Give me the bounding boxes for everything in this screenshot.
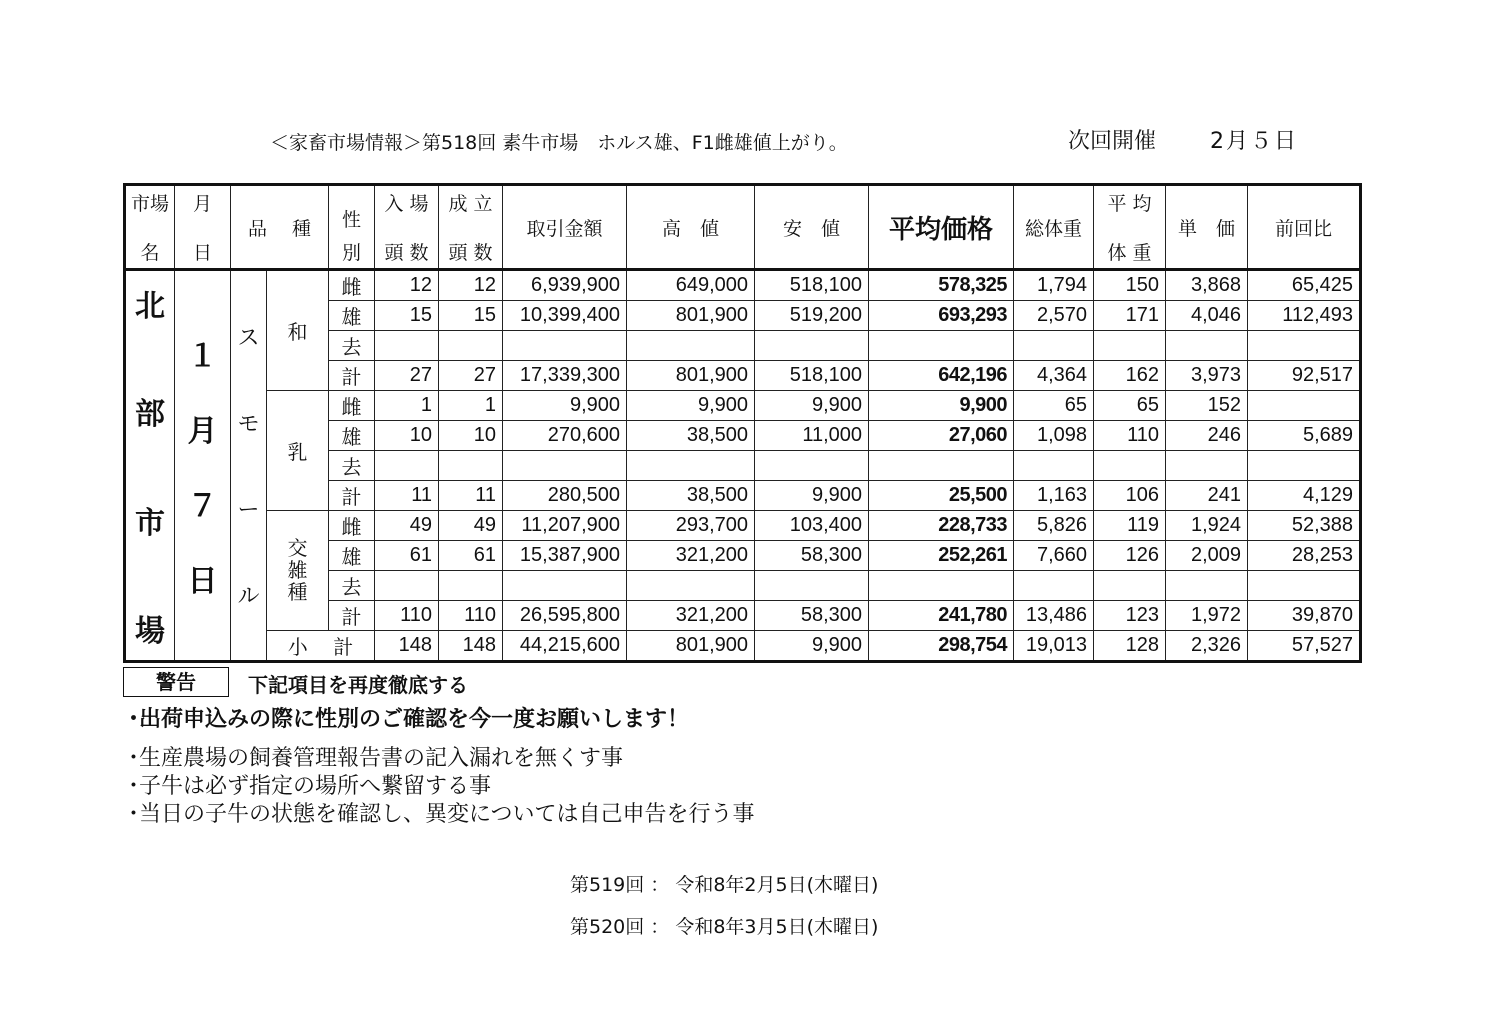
avg-price-cell: 578,325 (869, 270, 1014, 301)
low-price-cell: 9,900 (755, 631, 869, 662)
vertical-char: モ (237, 410, 260, 436)
sex-cell: 雄 (329, 301, 375, 331)
low-price-cell: 58,300 (755, 541, 869, 571)
category-cell (231, 270, 267, 662)
avg-price-cell: 25,500 (869, 481, 1014, 511)
avg-weight-cell: 106 (1094, 481, 1166, 511)
low-price-cell (755, 331, 869, 361)
header-date: 月 日 (175, 185, 231, 270)
market-results-table (123, 183, 1362, 663)
page-title: ＜家畜市場情報＞第518回 素牛市場 ホルス雄、F1雌雄値上がり。 (270, 132, 848, 154)
avg-price-cell: 693,293 (869, 301, 1014, 331)
high-price-cell: 321,200 (627, 541, 755, 571)
entry-count-cell: 1 (375, 391, 439, 421)
vertical-char: 日 (187, 565, 218, 598)
date-cell (175, 270, 231, 662)
avg-price-cell: 27,060 (869, 421, 1014, 451)
vertical-char: ス (237, 324, 260, 350)
avg-price-cell (869, 331, 1014, 361)
unit-price-cell: 1,972 (1166, 601, 1248, 631)
high-price-cell: 801,900 (627, 361, 755, 391)
high-price-cell (627, 571, 755, 601)
prev-diff-cell: 57,527 (1248, 631, 1361, 662)
unit-price-cell: 1,924 (1166, 511, 1248, 541)
entry-count-cell: 27 (375, 361, 439, 391)
table-body (125, 270, 1361, 662)
high-price-cell (627, 331, 755, 361)
total-weight-cell: 1,794 (1014, 270, 1094, 301)
entry-count-cell: 12 (375, 270, 439, 301)
entry-count-cell (375, 571, 439, 601)
trade-amount-cell: 17,339,300 (503, 361, 627, 391)
vertical-char: ル (237, 583, 260, 609)
vertical-char: 月 (187, 415, 218, 448)
header-entry: 入 場 頭 数 (375, 185, 439, 270)
trade-amount-cell: 6,939,900 (503, 270, 627, 301)
avg-price-cell: 241,780 (869, 601, 1014, 631)
trade-amount-cell (503, 571, 627, 601)
unit-price-cell: 246 (1166, 421, 1248, 451)
high-price-cell: 293,700 (627, 511, 755, 541)
total-weight-cell: 19,013 (1014, 631, 1094, 662)
header-amount: 取引金額 (503, 185, 627, 270)
low-price-cell: 103,400 (755, 511, 869, 541)
high-price-cell: 9,900 (627, 391, 755, 421)
unit-price-cell: 4,046 (1166, 301, 1248, 331)
trade-amount-cell: 26,595,800 (503, 601, 627, 631)
prev-diff-cell (1248, 331, 1361, 361)
prev-diff-cell: 28,253 (1248, 541, 1361, 571)
vertical-char: 交 (287, 537, 308, 560)
prev-diff-cell: 65,425 (1248, 270, 1361, 301)
header-avg-price: 平均価格 (869, 185, 1014, 270)
table-row (125, 270, 1361, 301)
avg-price-cell (869, 451, 1014, 481)
schedule-item: 第520回 ： 令和8年3月5日(木曜日) (570, 916, 879, 938)
entry-count-cell: 11 (375, 481, 439, 511)
table-row (125, 391, 1361, 421)
vertical-char: ７ (187, 490, 218, 523)
avg-weight-cell: 65 (1094, 391, 1166, 421)
sold-count-cell: 15 (439, 301, 503, 331)
avg-price-cell: 252,261 (869, 541, 1014, 571)
header-breed: 品 種 (231, 185, 329, 270)
sold-count-cell: 110 (439, 601, 503, 631)
breed-label: 和 (287, 322, 308, 344)
avg-weight-cell (1094, 571, 1166, 601)
avg-price-cell: 228,733 (869, 511, 1014, 541)
sold-count-cell: 10 (439, 421, 503, 451)
avg-weight-cell: 162 (1094, 361, 1166, 391)
avg-weight-cell (1094, 451, 1166, 481)
notice-item: ･当日の子牛の状態を確認し、異変については自己申告を行う事 (128, 802, 755, 827)
breed-cell (267, 511, 329, 631)
vertical-char: 雑 (287, 559, 308, 582)
trade-amount-cell: 15,387,900 (503, 541, 627, 571)
trade-amount-cell (503, 451, 627, 481)
sex-cell: 雌 (329, 511, 375, 541)
table-row (125, 511, 1361, 541)
vertical-char: １ (187, 340, 218, 373)
trade-amount-cell: 280,500 (503, 481, 627, 511)
total-weight-cell (1014, 571, 1094, 601)
prev-diff-cell: 4,129 (1248, 481, 1361, 511)
trade-amount-cell: 9,900 (503, 391, 627, 421)
prev-diff-cell (1248, 451, 1361, 481)
low-price-cell: 518,100 (755, 270, 869, 301)
sold-count-cell: 11 (439, 481, 503, 511)
breed-cell (267, 270, 329, 391)
avg-price-cell (869, 571, 1014, 601)
unit-price-cell: 3,868 (1166, 270, 1248, 301)
total-weight-cell: 65 (1014, 391, 1094, 421)
trade-amount-cell: 270,600 (503, 421, 627, 451)
total-weight-cell: 1,163 (1014, 481, 1094, 511)
trade-amount-cell: 10,399,400 (503, 301, 627, 331)
header-market: 市場 名 (125, 185, 175, 270)
avg-price-cell: 298,754 (869, 631, 1014, 662)
vertical-char: 市 (135, 506, 165, 540)
header-total-weight: 総体重 (1014, 185, 1094, 270)
total-weight-cell: 2,570 (1014, 301, 1094, 331)
sex-cell: 計 (329, 481, 375, 511)
entry-count-cell: 15 (375, 301, 439, 331)
entry-count-cell: 148 (375, 631, 439, 662)
sold-count-cell (439, 571, 503, 601)
prev-diff-cell: 39,870 (1248, 601, 1361, 631)
subtotal-label: 小 計 (267, 631, 375, 662)
entry-count-cell: 110 (375, 601, 439, 631)
trade-amount-cell: 44,215,600 (503, 631, 627, 662)
avg-weight-cell: 110 (1094, 421, 1166, 451)
unit-price-cell: 3,973 (1166, 361, 1248, 391)
high-price-cell: 801,900 (627, 301, 755, 331)
sex-cell: 計 (329, 361, 375, 391)
vertical-char: 部 (135, 398, 165, 432)
avg-weight-cell (1094, 331, 1166, 361)
header-row (125, 185, 1361, 270)
unit-price-cell: 152 (1166, 391, 1248, 421)
unit-price-cell: 241 (1166, 481, 1248, 511)
trade-amount-cell (503, 331, 627, 361)
low-price-cell: 9,900 (755, 391, 869, 421)
vertical-char: 場 (135, 615, 165, 649)
sex-cell: 雌 (329, 270, 375, 301)
breed-label: 乳 (287, 442, 308, 464)
notice-item: ･出荷申込みの際に性別のご確認を今一度お願いします！ (128, 707, 690, 732)
sold-count-cell: 148 (439, 631, 503, 662)
high-price-cell: 801,900 (627, 631, 755, 662)
entry-count-cell (375, 331, 439, 361)
header-high: 高 値 (627, 185, 755, 270)
unit-price-cell: 2,009 (1166, 541, 1248, 571)
low-price-cell: 9,900 (755, 481, 869, 511)
high-price-cell (627, 451, 755, 481)
avg-weight-cell: 128 (1094, 631, 1166, 662)
sex-cell: 雄 (329, 421, 375, 451)
sold-count-cell: 27 (439, 361, 503, 391)
header-prev: 前回比 (1248, 185, 1361, 270)
schedule-item: 第519回 ： 令和8年2月5日(木曜日) (570, 874, 879, 896)
vertical-char: 種 (287, 581, 308, 604)
avg-weight-cell: 126 (1094, 541, 1166, 571)
warning-badge: 警告 (123, 667, 229, 697)
sex-cell: 計 (329, 601, 375, 631)
market-name-cell (125, 270, 175, 662)
high-price-cell: 38,500 (627, 421, 755, 451)
next-session-date: 2月５日 (1210, 129, 1298, 154)
next-session-label: 次回開催 (1068, 129, 1157, 154)
header-sold: 成 立 頭 数 (439, 185, 503, 270)
trade-amount-cell: 11,207,900 (503, 511, 627, 541)
sold-count-cell (439, 331, 503, 361)
total-weight-cell: 13,486 (1014, 601, 1094, 631)
prev-diff-cell: 5,689 (1248, 421, 1361, 451)
total-weight-cell: 4,364 (1014, 361, 1094, 391)
prev-diff-cell (1248, 391, 1361, 421)
sex-cell: 去 (329, 331, 375, 361)
low-price-cell: 58,300 (755, 601, 869, 631)
unit-price-cell (1166, 571, 1248, 601)
breed-cell (267, 391, 329, 511)
avg-weight-cell: 119 (1094, 511, 1166, 541)
total-weight-cell: 7,660 (1014, 541, 1094, 571)
low-price-cell (755, 571, 869, 601)
notice-item: ･子牛は必ず指定の場所へ繋留する事 (128, 774, 492, 799)
low-price-cell: 519,200 (755, 301, 869, 331)
unit-price-cell: 2,326 (1166, 631, 1248, 662)
sex-cell: 去 (329, 451, 375, 481)
sex-cell: 雄 (329, 541, 375, 571)
prev-diff-cell: 112,493 (1248, 301, 1361, 331)
header-avg-weight: 平 均 体 重 (1094, 185, 1166, 270)
low-price-cell: 11,000 (755, 421, 869, 451)
low-price-cell: 518,100 (755, 361, 869, 391)
sex-cell: 去 (329, 571, 375, 601)
entry-count-cell: 61 (375, 541, 439, 571)
high-price-cell: 321,200 (627, 601, 755, 631)
unit-price-cell (1166, 451, 1248, 481)
header-sex: 性 別 (329, 185, 375, 270)
header-low: 安 値 (755, 185, 869, 270)
avg-weight-cell: 150 (1094, 270, 1166, 301)
prev-diff-cell: 92,517 (1248, 361, 1361, 391)
high-price-cell: 38,500 (627, 481, 755, 511)
sold-count-cell: 12 (439, 270, 503, 301)
header-unit-price: 単 価 (1166, 185, 1248, 270)
entry-count-cell (375, 451, 439, 481)
prev-diff-cell (1248, 571, 1361, 601)
unit-price-cell (1166, 331, 1248, 361)
total-weight-cell (1014, 451, 1094, 481)
entry-count-cell: 10 (375, 421, 439, 451)
sex-cell: 雌 (329, 391, 375, 421)
total-weight-cell: 1,098 (1014, 421, 1094, 451)
avg-price-cell: 9,900 (869, 391, 1014, 421)
avg-weight-cell: 123 (1094, 601, 1166, 631)
avg-price-cell: 642,196 (869, 361, 1014, 391)
avg-weight-cell: 171 (1094, 301, 1166, 331)
sold-count-cell: 1 (439, 391, 503, 421)
high-price-cell: 649,000 (627, 270, 755, 301)
vertical-char: 北 (135, 289, 165, 323)
subtotal-row (125, 631, 1361, 662)
sold-count-cell: 49 (439, 511, 503, 541)
vertical-char: ー (237, 497, 260, 523)
prev-diff-cell: 52,388 (1248, 511, 1361, 541)
notice-item: ･生産農場の飼養管理報告書の記入漏れを無くす事 (128, 746, 624, 771)
sold-count-cell: 61 (439, 541, 503, 571)
sold-count-cell (439, 451, 503, 481)
low-price-cell (755, 451, 869, 481)
total-weight-cell: 5,826 (1014, 511, 1094, 541)
total-weight-cell (1014, 331, 1094, 361)
entry-count-cell: 49 (375, 511, 439, 541)
warning-text: 下記項目を再度徹底する (248, 673, 468, 697)
